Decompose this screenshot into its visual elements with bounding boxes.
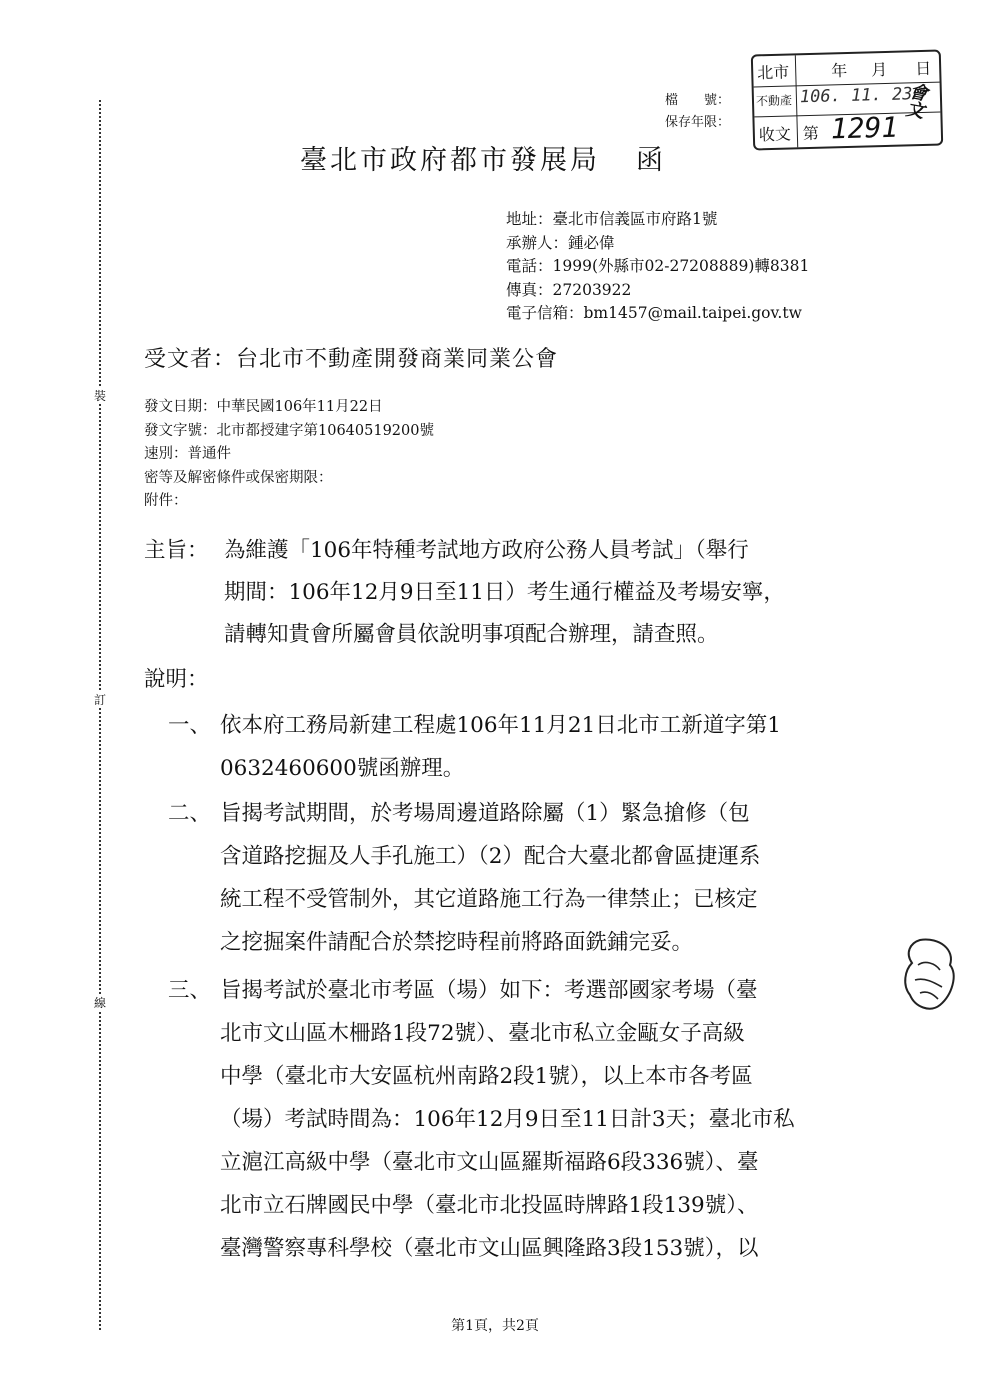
- document-title: [300, 138, 666, 177]
- recipient: 受文者：台北市不動產開發商業同業公會: [144, 347, 559, 372]
- item-line: 中學（臺北市大安區杭州南路2段1號），以上本市各考區: [220, 1064, 753, 1089]
- filing-info: [665, 90, 730, 134]
- agency-name: 臺北市政府都市發展局: [300, 145, 600, 176]
- item-line: 含道路挖掘及人手孔施工）（2）配合大臺北都會區捷運系: [220, 844, 761, 869]
- retention-label: 保存年限：: [665, 115, 731, 130]
- item-line: 之挖掘案件請配合於禁挖時程前將路面銑鋪完妥。: [220, 930, 694, 955]
- contact-handler: 承辦人：鍾必偉: [506, 233, 615, 252]
- item-line: 北市文山區木柵路1段72號）、臺北市私立金甌女子高級: [220, 1021, 745, 1046]
- page-footer: 第1頁，共2頁: [451, 1318, 539, 1334]
- received-stamp: [751, 50, 943, 151]
- item-line: 臺灣警察專科學校（臺北市文山區興隆路3段153號），以: [220, 1236, 759, 1261]
- stamp-number: 1291: [830, 110, 899, 146]
- contact-email: 電子信箱：bm1457@mail.taipei.gov.tw: [506, 304, 802, 322]
- document-meta: [144, 396, 434, 514]
- binding-mark-xian: 線: [90, 995, 110, 1011]
- stamp-day-label: 日: [914, 58, 932, 79]
- stamp-city: 北市: [757, 62, 790, 83]
- file-number-label: 檔 號：: [665, 93, 731, 108]
- subject-text: [224, 530, 864, 656]
- item-line: 統工程不受管制外，其它道路施工行為一律禁止；已核定: [220, 887, 758, 912]
- stamp-received: 收文: [758, 124, 792, 145]
- item-number: 一、: [168, 713, 212, 738]
- contact-address: 地址：臺北市信義區市府路1號: [506, 210, 718, 228]
- issue-number: 發文字號：北市都授建字第10640519200號: [144, 422, 434, 439]
- subject-line: 為維護「106年特種考試地方政府公務人員考試」（舉行: [224, 538, 749, 563]
- subject-line: 請轉知貴會所屬會員依說明事項配合辦理，請查照。: [224, 622, 719, 647]
- contact-phone: 電話：1999(外縣市02-27208889)轉8381: [506, 257, 810, 275]
- contact-fax: 傳真：27203922: [506, 280, 632, 299]
- item-line: 立滬江高級中學（臺北市文山區羅斯福路6段336號）、臺: [220, 1150, 759, 1175]
- binding-mark-ding: 訂: [90, 692, 110, 708]
- stamp-year-label: 年: [830, 60, 848, 81]
- stamp-month-label: 月: [870, 59, 888, 80]
- issue-date: 發文日期：中華民國106年11月22日: [144, 399, 383, 415]
- item-line: 0632460600號函辦理。: [220, 756, 465, 781]
- stamp-date: 106. 11. 23: [799, 84, 913, 108]
- document-type: 函: [636, 145, 666, 176]
- item-number: 二、: [168, 801, 212, 826]
- secrecy-level: 密等及解密條件或保密期限：: [144, 469, 333, 486]
- stamp-handwritten-note: 會文: [901, 80, 930, 120]
- subject-label: 主旨：: [144, 538, 209, 563]
- contact-block: [506, 208, 809, 326]
- stamp-dept: 不動產: [755, 93, 793, 109]
- explanation-label: 說明：: [144, 667, 209, 692]
- item-line: （場）考試時間為：106年12月9日至11日計3天；臺北市私: [220, 1107, 795, 1132]
- binding-mark-zhuang: 裝: [90, 388, 110, 404]
- item-line: 北市立石牌國民中學（臺北市北投區時牌路1段139號）、: [220, 1193, 759, 1218]
- speed-class: 速別：普通件: [144, 446, 231, 462]
- attachment: 附件：: [144, 493, 188, 509]
- item-line: 旨揭考試於臺北市考區（場）如下：考選部國家考場（臺: [220, 978, 758, 1003]
- binding-margin-line: [99, 100, 101, 1330]
- item-line: 旨揭考試期間，於考場周邊道路除屬（1）緊急搶修（包: [220, 801, 750, 826]
- seal-smudge: [900, 935, 960, 1015]
- stamp-number-prefix: 第: [802, 123, 820, 144]
- item-number: 三、: [168, 978, 212, 1003]
- item-line: 依本府工務局新建工程處106年11月21日北市工新道字第1: [220, 713, 781, 738]
- subject-line: 期間：106年12月9日至11日）考生通行權益及考場安寧，: [224, 580, 785, 605]
